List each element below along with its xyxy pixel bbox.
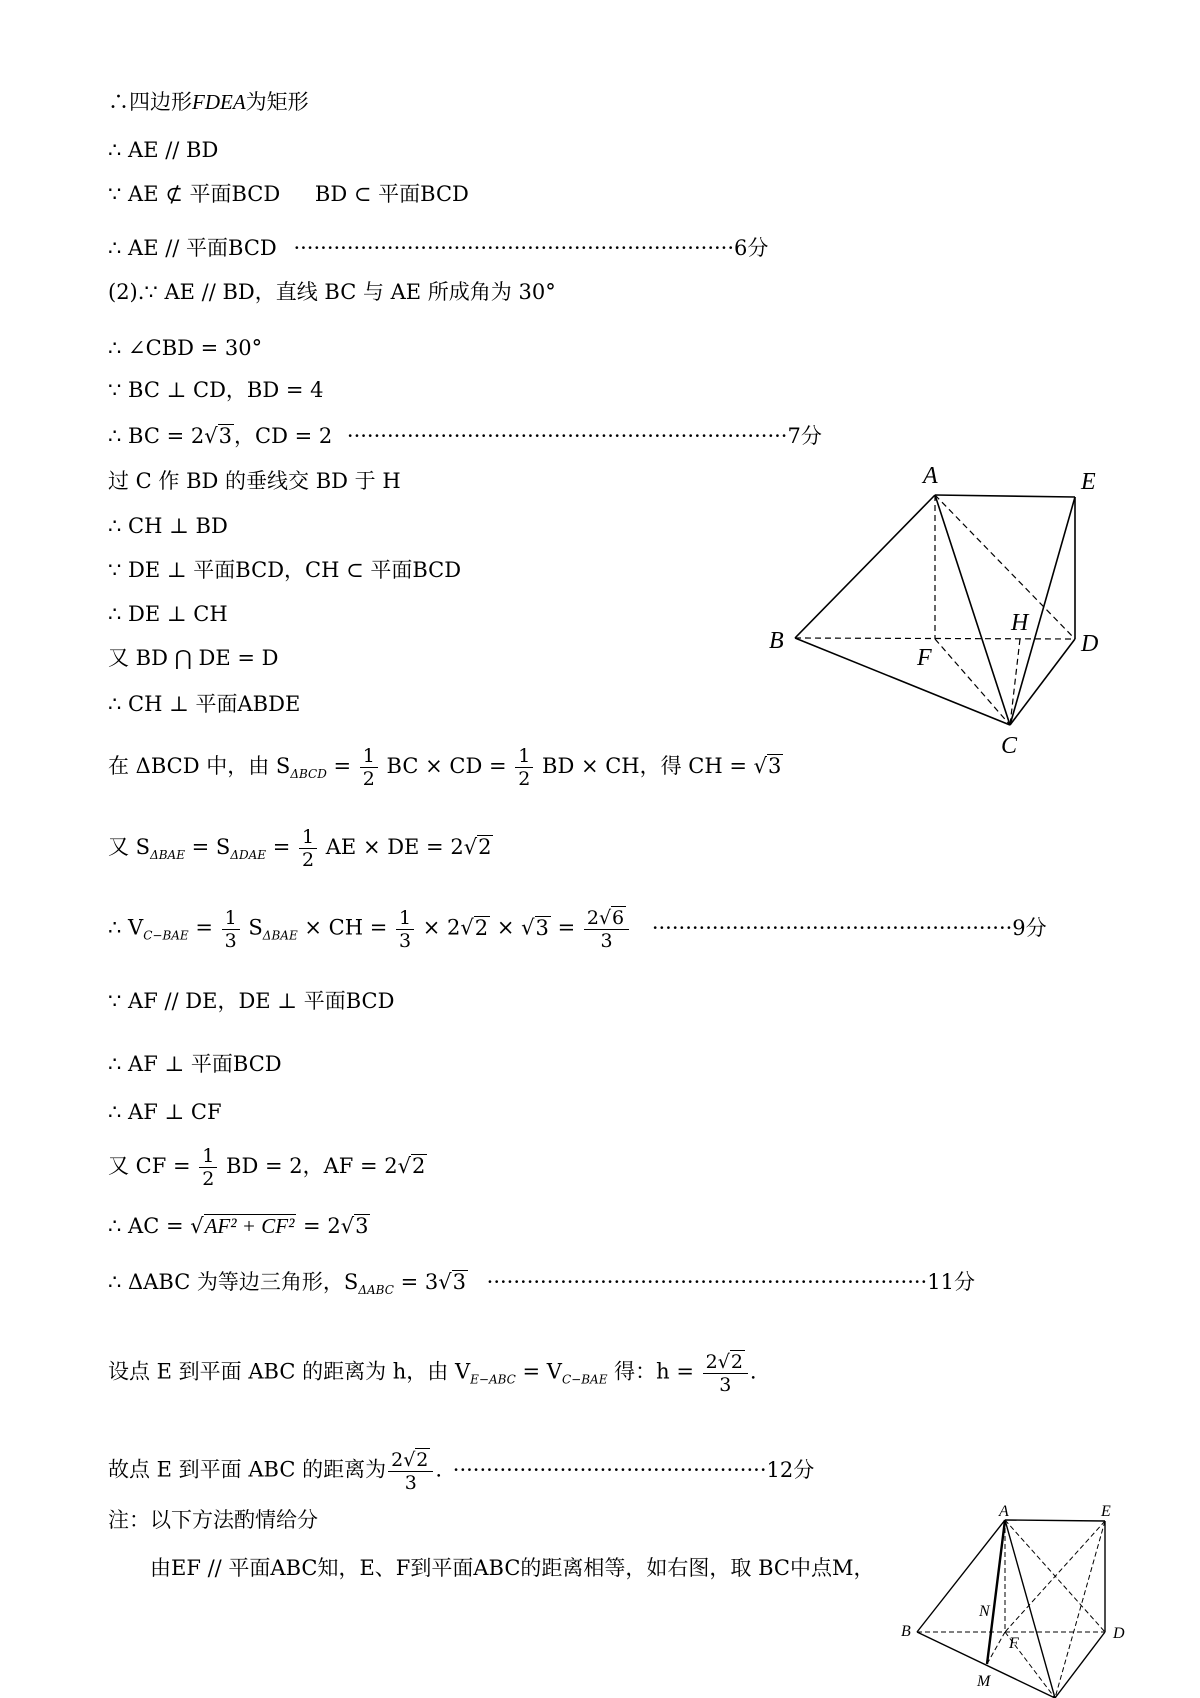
text: S xyxy=(241,915,263,940)
coef: 2 xyxy=(705,1351,718,1373)
radicand: 3 xyxy=(218,424,232,448)
subscript: C−BAE xyxy=(143,928,189,943)
line-ae-parallel-bd xyxy=(108,136,218,164)
text: 注：以下方法酌情给分 xyxy=(108,1508,318,1532)
line-construct-h xyxy=(108,467,401,495)
label-a: A xyxy=(923,463,938,489)
text: ∵ AE ⊄ 平面BCD xyxy=(108,182,281,206)
radicand: 6 xyxy=(612,907,625,929)
numerator xyxy=(703,1350,748,1374)
score-12: ···············································12分 xyxy=(452,1457,815,1482)
subscript: ΔABC xyxy=(358,1283,394,1298)
text: ∴ AF ⊥ CF xyxy=(108,1100,222,1124)
line-area-bcd xyxy=(108,745,783,790)
numerator: 1 xyxy=(199,1145,217,1168)
line-af-parallel-de xyxy=(108,987,394,1015)
subscript: E−ABC xyxy=(470,1372,516,1387)
denominator: 3 xyxy=(600,930,613,952)
radicand: 3 xyxy=(355,1214,369,1238)
edge-cd xyxy=(1010,639,1075,725)
subscript: ΔBCD xyxy=(290,767,327,782)
denominator: 3 xyxy=(404,1472,417,1494)
text: ，CD = 2 xyxy=(234,424,333,448)
subscript: ΔBAE xyxy=(262,928,298,943)
coef: 2 xyxy=(391,1449,404,1471)
score-7: ··································································7分 xyxy=(346,424,822,448)
edge-ae xyxy=(1005,1520,1105,1521)
text: ∴四边形 xyxy=(108,90,192,114)
score-6: ··································································6分 xyxy=(293,236,769,260)
line-de-perp-plane xyxy=(108,556,461,584)
text: BC × CD = xyxy=(379,754,514,778)
denominator: 2 xyxy=(362,768,375,790)
text: BD = 2，AF = 2 xyxy=(219,1154,398,1178)
coef: 2 xyxy=(586,907,599,929)
radical-sign: √ xyxy=(463,835,478,859)
radicand: 3 xyxy=(452,1270,466,1294)
numerator: 1 xyxy=(222,907,240,930)
edge-am xyxy=(987,1520,1005,1664)
edge-ac xyxy=(1005,1520,1055,1698)
denominator: 2 xyxy=(202,1168,215,1190)
line-bc-value xyxy=(108,422,822,450)
radical-sign: √ xyxy=(403,1449,416,1471)
label-c: C xyxy=(1001,733,1018,759)
subscript: C−BAE xyxy=(561,1372,608,1387)
radicand: 2 xyxy=(416,1449,429,1471)
line-cf-value xyxy=(108,1145,427,1190)
line-alt-method xyxy=(150,1554,874,1582)
text: × 2 xyxy=(416,915,461,940)
text: = 3 xyxy=(393,1270,439,1294)
radicand: 2 xyxy=(474,915,489,940)
subscript: ΔDAE xyxy=(230,848,267,863)
fraction-half xyxy=(199,1145,217,1190)
fraction-third xyxy=(222,907,240,952)
line-equilateral xyxy=(108,1268,975,1304)
line-bc-perp-cd xyxy=(108,376,324,404)
text: = V xyxy=(515,1359,562,1384)
text: = xyxy=(550,915,582,940)
numerator xyxy=(388,1448,433,1472)
text: . xyxy=(435,1457,443,1482)
line-angle-cbd xyxy=(108,334,262,362)
radicand: 3 xyxy=(535,915,549,940)
text: 为矩形 xyxy=(245,90,309,114)
text: 又 S xyxy=(108,835,151,859)
fraction-h xyxy=(703,1350,748,1396)
text: 过 C 作 BD 的垂线交 BD 于 H xyxy=(108,469,401,493)
edge-ac xyxy=(935,495,1010,725)
radicand: 2 xyxy=(730,1351,743,1373)
numerator xyxy=(584,906,629,930)
label-n: N xyxy=(979,1603,990,1620)
var: FDEA xyxy=(192,90,246,114)
edge-ab xyxy=(917,1520,1005,1632)
radical-sign: √ xyxy=(753,754,768,778)
text: × CH = xyxy=(297,915,394,940)
label-f: F xyxy=(1009,1635,1019,1652)
text: ∴ ∠CBD = 30° xyxy=(108,336,263,360)
text: 由EF // 平面ABC知，E、F到平面ABC的距离相等，如右图，取 BC中点M， xyxy=(150,1556,875,1580)
radical-sign: √ xyxy=(460,915,474,940)
text: 设点 E 到平面 ABC 的距离为 h，由 V xyxy=(108,1359,471,1384)
radicand: 3 xyxy=(768,754,782,778)
text: ∴ CH ⊥ 平面ABDE xyxy=(108,692,301,716)
text: ∵ DE ⊥ 平面BCD，CH ⊂ 平面BCD xyxy=(108,558,462,582)
text: . xyxy=(749,1359,757,1384)
text: 在 ΔBCD 中，由 S xyxy=(108,754,291,778)
line-part2 xyxy=(108,278,556,306)
fraction-half xyxy=(515,745,533,790)
denominator: 3 xyxy=(719,1374,732,1396)
subscript: ΔBAE xyxy=(150,848,185,863)
label-m: M xyxy=(977,1673,991,1690)
text: BD ⊂ 平面BCD xyxy=(314,182,469,206)
radical-sign: √ xyxy=(521,915,535,940)
denominator: 2 xyxy=(302,849,315,871)
radicand: AF² + CF² xyxy=(204,1214,295,1238)
label-h: H xyxy=(1011,610,1029,636)
line-volume xyxy=(108,906,1047,952)
radical-sign: √ xyxy=(204,424,218,448)
line-distance-h xyxy=(108,1350,757,1396)
numerator: 1 xyxy=(396,907,414,930)
text: 故点 E 到平面 ABC 的距离为 xyxy=(108,1457,387,1482)
line-af-perp-plane xyxy=(108,1050,282,1078)
text: 得：h = xyxy=(607,1359,701,1384)
figure-pyramid xyxy=(755,455,1150,765)
radicand: 2 xyxy=(478,835,492,859)
radical-sign: √ xyxy=(340,1214,355,1238)
line-ae-not-in-plane xyxy=(108,180,469,208)
edge-fc xyxy=(935,639,1010,725)
line-ae-parallel-plane xyxy=(108,234,768,262)
text: BD × CH，得 CH = xyxy=(535,754,754,778)
text: ∴ BC = 2 xyxy=(108,424,205,448)
label-d: D xyxy=(1113,1625,1125,1642)
text: ∴ ΔABC 为等边三角形，S xyxy=(108,1270,359,1294)
fraction-h xyxy=(388,1448,433,1494)
edge-ae xyxy=(935,495,1075,497)
numerator: 1 xyxy=(360,745,378,768)
line-ch-perp-bd xyxy=(108,512,228,540)
edge-ad xyxy=(935,495,1075,639)
line-rectangle xyxy=(108,88,309,116)
fraction-third xyxy=(396,907,414,952)
text: ∴ AE // 平面BCD xyxy=(108,236,277,260)
text: ∴ CH ⊥ BD xyxy=(108,514,228,538)
label-f: F xyxy=(917,645,932,671)
text: ∵ BC ⊥ CD，BD = 4 xyxy=(108,378,324,402)
numerator: 1 xyxy=(515,745,533,768)
line-conclusion xyxy=(108,1448,814,1494)
text: ∴ AC = xyxy=(108,1214,191,1238)
text: ∴ AF ⊥ 平面BCD xyxy=(108,1052,282,1076)
edge-ch xyxy=(1010,639,1020,725)
label-e: E xyxy=(1101,1503,1111,1520)
line-note xyxy=(108,1506,318,1534)
text: ∴ DE ⊥ CH xyxy=(108,602,228,626)
edge-ab xyxy=(795,495,935,638)
text: × xyxy=(490,915,522,940)
line-ac-value xyxy=(108,1212,370,1240)
text: ∴ AE // BD xyxy=(108,138,219,162)
text: ∵ AF // DE，DE ⊥ 平面BCD xyxy=(108,989,395,1013)
denominator: 3 xyxy=(399,929,412,952)
line-intersection xyxy=(108,644,278,672)
denominator: 2 xyxy=(518,768,531,790)
line-de-perp-ch xyxy=(108,600,228,628)
edge-cd xyxy=(1055,1632,1105,1698)
radical-sign: √ xyxy=(438,1270,452,1294)
text: ∴ V xyxy=(108,915,144,940)
text: = 2 xyxy=(296,1214,341,1238)
radical-sign: √ xyxy=(598,907,612,929)
figure-pyramid-2 xyxy=(895,1502,1135,1698)
label-e: E xyxy=(1081,469,1096,495)
text: 又 CF = xyxy=(108,1154,198,1178)
line-ch-perp-plane xyxy=(108,690,300,718)
edge-ec xyxy=(1055,1521,1105,1698)
label-a: A xyxy=(999,1503,1009,1520)
radical-sign: √ xyxy=(397,1154,412,1178)
fraction-half xyxy=(299,826,317,871)
numerator: 1 xyxy=(299,826,317,849)
text: = xyxy=(188,915,220,940)
score-9: ······················································9分 xyxy=(651,915,1047,940)
edge-ef xyxy=(1005,1521,1105,1632)
fraction-volume xyxy=(584,906,629,952)
label-b: B xyxy=(901,1623,911,1640)
score-11: ··································································11分 xyxy=(486,1270,975,1294)
radical-sign: √ xyxy=(190,1214,204,1238)
label-b: B xyxy=(769,628,784,654)
text: = xyxy=(326,754,358,778)
radical-sign: √ xyxy=(717,1351,730,1373)
text: (2).∵ AE // BD，直线 BC 与 AE 所成角为 30° xyxy=(108,280,556,304)
edge-bc xyxy=(795,638,1010,725)
denominator: 3 xyxy=(224,929,237,952)
label-d: D xyxy=(1081,631,1099,657)
line-area-bae xyxy=(108,826,493,871)
line-af-perp-cf xyxy=(108,1098,222,1126)
fraction-half xyxy=(360,745,378,790)
text: AE × DE = 2 xyxy=(319,835,464,859)
text: 又 BD ⋂ DE = D xyxy=(108,646,279,670)
text: = S xyxy=(184,835,231,859)
text: = xyxy=(266,835,297,859)
radicand: 2 xyxy=(412,1154,426,1178)
